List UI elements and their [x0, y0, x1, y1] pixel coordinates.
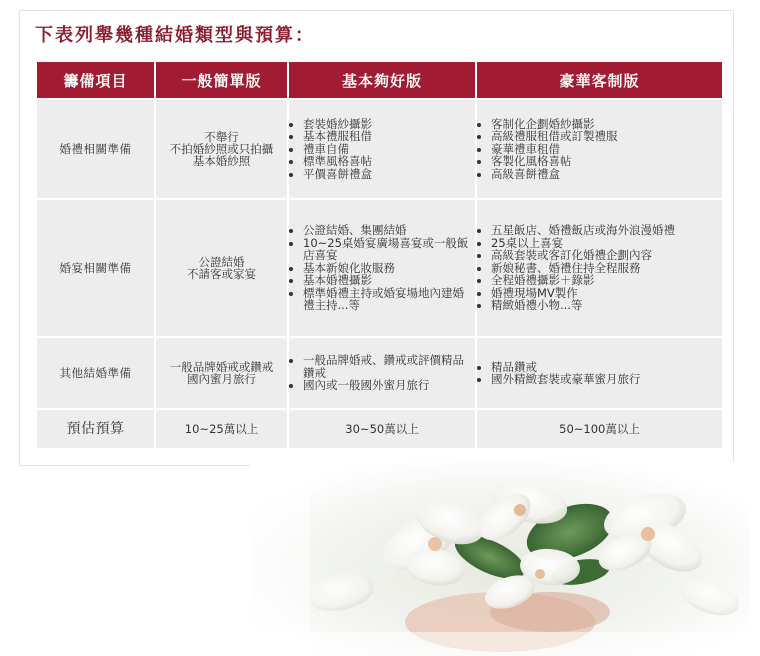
budget-basic: 10~25萬以上 — [156, 410, 287, 448]
list-item: • 基本新娘化妝服務 — [303, 262, 475, 275]
list-item: • 高級禮服租借或訂製禮服 — [491, 130, 722, 143]
header-luxury: 豪華客制版 — [477, 62, 722, 98]
list-item: • 國外精緻套裝或豪華蜜月旅行 — [491, 373, 722, 386]
list-item: • 一般品牌婚戒、鑽戒或評價精品鑽戒 — [303, 354, 475, 379]
basic-cell — [156, 338, 287, 408]
budget-luxury: 50~100萬以上 — [477, 410, 722, 448]
basic-text: 一般品牌婚戒或鑽戒 — [169, 360, 274, 374]
budget-row — [37, 410, 722, 448]
wedding-plan-table — [35, 60, 724, 450]
orchid-bouquet-image — [250, 462, 750, 656]
list-item: • 新娘秘書、婚禮住持全程服務 — [491, 262, 722, 275]
list-item: • 精緻婚禮小物...等 — [491, 299, 722, 312]
standard-cell — [289, 200, 475, 336]
list-item: • 全程婚禮攝影＋錄影 — [491, 274, 722, 287]
header-standard: 基本夠好版 — [289, 62, 475, 98]
list-item: • 基本婚禮攝影 — [303, 274, 475, 287]
row-label: 婚宴相關準備 — [37, 200, 154, 336]
list-item: • 婚禮現場MV製作 — [491, 287, 722, 300]
luxury-cell — [477, 100, 722, 198]
list-item: • 高級喜餅禮盒 — [491, 168, 722, 181]
luxury-cell — [477, 200, 722, 336]
basic-text: 不舉行 — [204, 130, 239, 144]
list-item: • 豪華禮車租借 — [491, 143, 722, 156]
list-item: • 客制化企劃婚紗攝影 — [491, 118, 722, 131]
list-item: • 基本禮服租借 — [303, 130, 475, 143]
basic-text: 公證結婚 — [198, 255, 245, 269]
list-item: • 25桌以上喜宴 — [491, 237, 722, 250]
budget-standard: 30~50萬以上 — [289, 410, 475, 448]
standard-cell — [289, 338, 475, 408]
budget-label: 預估預算 — [37, 410, 154, 448]
content-panel — [19, 10, 734, 466]
list-item: • 五星飯店、婚禮飯店或海外浪漫婚禮 — [491, 224, 722, 237]
section-heading: 下表列舉幾種結婚類型與預算： — [35, 25, 315, 46]
list-item: • 精品鑽戒 — [491, 361, 722, 374]
header-basic: 一般簡單版 — [156, 62, 287, 98]
table-row — [37, 100, 722, 198]
luxury-cell — [477, 338, 722, 408]
basic-cell — [156, 200, 287, 336]
basic-text: 國內蜜月旅行 — [187, 372, 256, 386]
list-item: • 套裝婚紗攝影 — [303, 118, 475, 131]
list-item: • 10~25桌婚宴廣場喜宴或一般飯店喜宴 — [303, 237, 475, 262]
list-item: • 平價喜餅禮盒 — [303, 168, 475, 181]
list-item: • 國內或一般國外蜜月旅行 — [303, 379, 475, 392]
list-item: • 高級套裝或客訂化婚禮企劃內容 — [491, 249, 722, 262]
table-row — [37, 200, 722, 336]
basic-text: 不拍婚紗照或只拍攝 — [169, 142, 274, 156]
list-item: • 標準風格喜帖 — [303, 155, 475, 168]
basic-cell — [156, 100, 287, 198]
orchid-illustration — [250, 462, 750, 656]
row-label: 婚禮相關準備 — [37, 100, 154, 198]
basic-text: 不請客或家宴 — [187, 267, 256, 281]
list-item: • 禮車自備 — [303, 143, 475, 156]
standard-cell — [289, 100, 475, 198]
list-item: • 標準婚禮主持或婚宴場地內建婚禮主持...等 — [303, 287, 475, 312]
table-row — [37, 338, 722, 408]
header-item: 籌備項目 — [37, 62, 154, 98]
list-item: • 公證結婚、集團結婚 — [303, 224, 475, 237]
row-label: 其他結婚準備 — [37, 338, 154, 408]
table-header-row — [37, 62, 722, 98]
list-item: • 客製化風格喜帖 — [491, 155, 722, 168]
basic-text: 基本婚紗照 — [192, 154, 251, 168]
